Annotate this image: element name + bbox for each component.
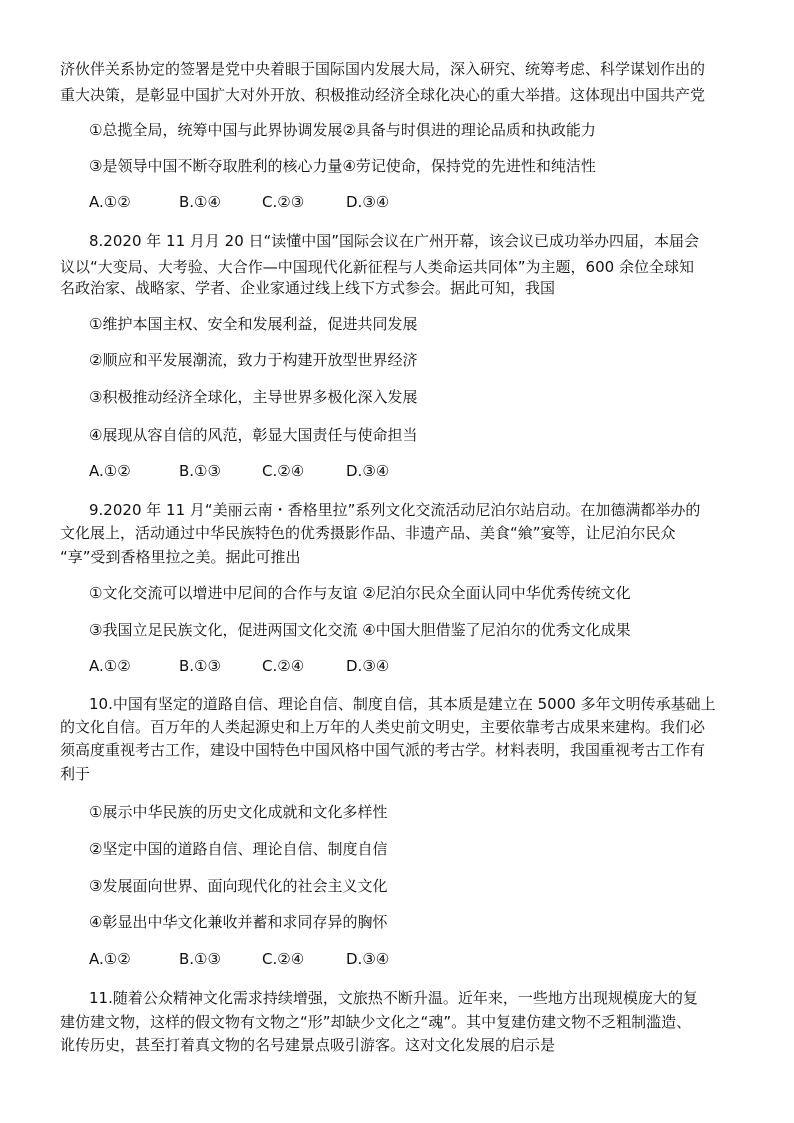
option-d: D.③④ <box>346 193 390 211</box>
option-a: A.①② <box>89 950 131 968</box>
q8-answer-options <box>89 461 389 481</box>
option-c: C.②④ <box>262 462 305 480</box>
q8-statement-4: ④展现从容自信的风范，彰显大国责任与使命担当 <box>89 426 418 444</box>
q9-line-1: 9.2020 年 11 月“美丽云南・香格里拉”系列文化交流活动尼泊尔站启动。在加德满都举办的 <box>89 501 701 519</box>
option-b: B.①③ <box>179 950 221 968</box>
option-d: D.③④ <box>346 657 390 675</box>
q11-line-3: 讹传历史，甚至打着真文物的名号建景点吸引游客。这对文化发展的启示是 <box>60 1036 556 1054</box>
q9-line-3: “享”受到香格里拉之美。据此可推出 <box>60 548 301 566</box>
q11-line-1: 11.随着公众精神文化需求持续增强，文旅热不断升温。近年来，一些地方出现规模庞大的复 <box>89 989 698 1007</box>
intro-answer-options <box>89 192 389 212</box>
q9-statement-row-1: ①文化交流可以增进中尼间的合作与友谊 ②尼泊尔民众全面认同中华优秀传统文化 <box>89 584 631 602</box>
q9-line-2: 文化展上，活动通过中华民族特色的优秀摄影作品、非遗产品、美食“飨”宴等，让尼泊尔民众 <box>60 524 676 542</box>
q8-line-2: 议以“大变局、大考验、大合作—中国现代化新征程与人类命运共同体”为主题，600 余位全球知 <box>60 258 694 276</box>
q8-statement-2: ②顺应和平发展潮流，致力于构建开放型世界经济 <box>89 351 418 369</box>
option-c: C.②③ <box>262 193 305 211</box>
q9-statement-row-2: ③我国立足民族文化，促进两国文化交流 ④中国大胆借鉴了尼泊尔的优秀文化成果 <box>89 621 631 639</box>
intro-line-1: 济伙伴关系协定的签署是党中央着眼于国际国内发展大局，深入研究、统筹考虑、科学谋划作出的 <box>60 60 706 78</box>
q8-line-3: 名政治家、战略家、学者、企业家通过线上线下方式参会。据此可知，我国 <box>60 279 556 297</box>
option-b: B.①④ <box>179 193 221 211</box>
q10-answer-options <box>89 949 389 969</box>
option-c: C.②④ <box>262 657 305 675</box>
q10-line-3: 须高度重视考古工作，建设中国特色中国风格中国气派的考古学。材料表明，我国重视考古工作有 <box>60 741 706 759</box>
option-a: A.①② <box>89 193 131 211</box>
option-b: B.①③ <box>179 657 221 675</box>
q10-statement-1: ①展示中华民族的历史文化成就和文化多样性 <box>89 803 388 821</box>
q8-statement-1: ①维护本国主权、安全和发展利益，促进共同发展 <box>89 315 418 333</box>
option-d: D.③④ <box>346 950 390 968</box>
q11-line-2: 建仿建文物，这样的假文物有文物之“形”却缺少文化之“魂”。其中复建仿建文物不乏粗制滥造、 <box>60 1013 692 1031</box>
option-a: A.①② <box>89 657 131 675</box>
q10-statement-3: ③发展面向世界、面向现代化的社会主义文化 <box>89 877 388 895</box>
intro-statement-1: ①总揽全局，统筹中国与此界协调发展②具备与时俱进的理论品质和执政能力 <box>89 121 596 139</box>
q10-line-4: 利于 <box>60 765 91 783</box>
q9-answer-options <box>89 656 389 676</box>
option-a: A.①② <box>89 462 131 480</box>
q10-line-2: 的文化自信。百万年的人类起源史和上万年的人类史前文明史，主要依靠考古成果来建构。我们必 <box>60 718 706 736</box>
q10-statement-4: ④彰显出中华文化兼收并蓄和求同存异的胸怀 <box>89 913 388 931</box>
intro-statement-2: ③是领导中国不断夺取胜利的核心力量④劳记使命，保持党的先进性和纯洁性 <box>89 157 596 175</box>
intro-line-2: 重大决策，是彰显中国扩大对外开放、积极推动经济全球化决心的重大举措。这体现出中国共产党 <box>60 86 706 104</box>
q8-line-1: 8.2020 年 11 月月 20 日“读懂中国”国际会议在广州开幕，该会议已成功举办四届，本届会 <box>89 232 700 250</box>
q10-line-1: 10.中国有坚定的道路自信、理论自信、制度自信，其本质是建立在 5000 多年文明传承基础上 <box>89 695 716 713</box>
option-c: C.②④ <box>262 950 305 968</box>
option-b: B.①③ <box>179 462 221 480</box>
q10-statement-2: ②坚定中国的道路自信、理论自信、制度自信 <box>89 840 388 858</box>
q8-statement-3: ③积极推动经济全球化，主导世界多极化深入发展 <box>89 388 418 406</box>
option-d: D.③④ <box>346 462 390 480</box>
